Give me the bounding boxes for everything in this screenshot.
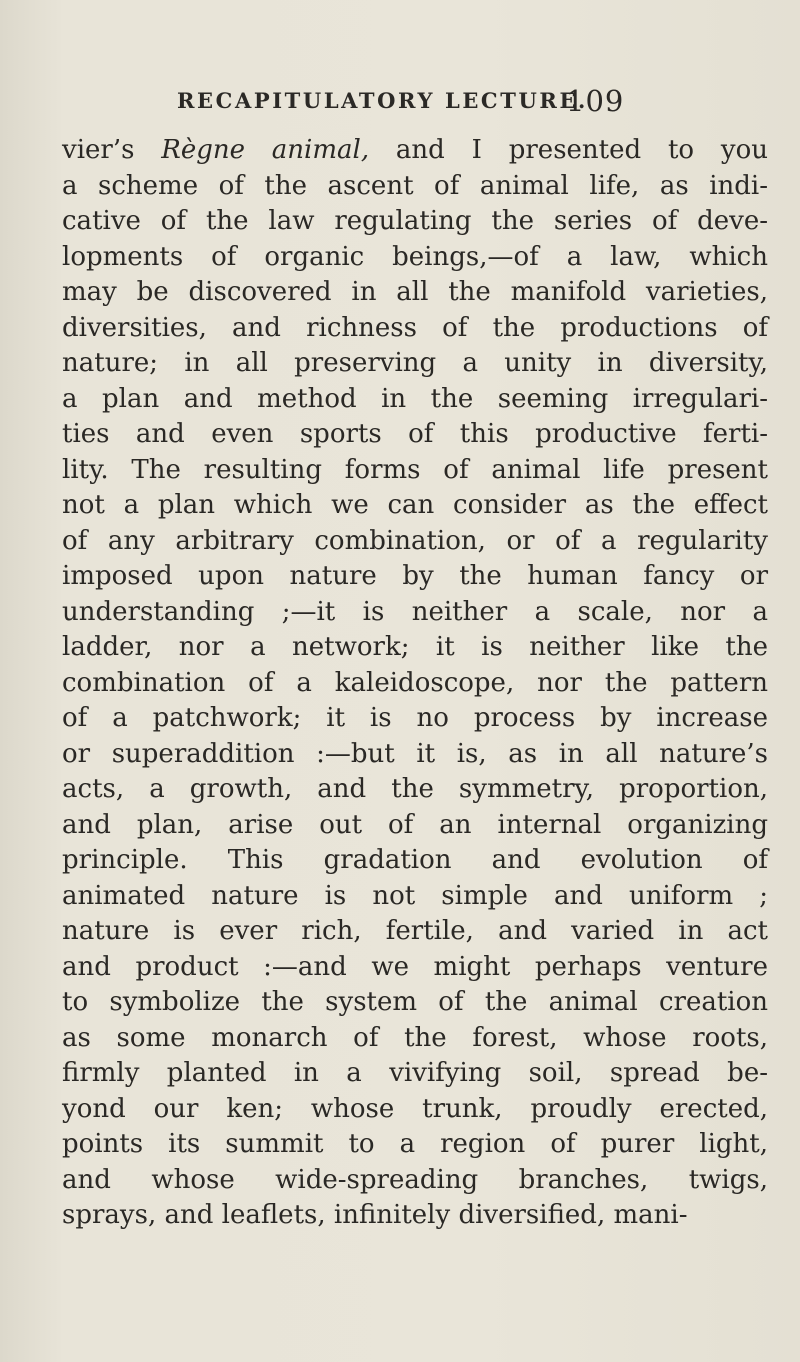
- text-line: and plan, arise out of an internal organizing: [62, 809, 768, 840]
- text-line: nature is ever rich, fertile, and varied in act: [62, 916, 768, 946]
- text-line: [62, 133, 768, 169]
- text-line: lity. The resulting forms of animal life present: [62, 454, 768, 485]
- page-number: 109: [566, 84, 625, 118]
- text-line: ties and even sports of this productive ferti-: [62, 419, 768, 449]
- text-line: of a patchwork; it is no process by increase: [62, 703, 768, 733]
- text-line: understanding ;—it is neither a scale, nor a: [62, 596, 768, 627]
- text-line: diversities, and richness of the productions of: [62, 312, 768, 343]
- text-line: animated nature is not simple and uniform ;: [62, 880, 768, 911]
- text-line: firmly planted in a vivifying soil, spread be-: [62, 1058, 768, 1088]
- text-fragment: vier’s: [62, 135, 162, 165]
- text-line: lopments of organic beings,—of a law, which: [62, 241, 768, 272]
- running-title: RECAPITULATORY LECTURE.: [177, 88, 588, 113]
- text-line: principle. This gradation and evolution of: [62, 845, 768, 875]
- running-head: [0, 84, 800, 124]
- text-line: as some monarch of the forest, whose roots,: [62, 1022, 768, 1053]
- text-line: acts, a growth, and the symmetry, proportion,: [62, 774, 768, 804]
- text-line: combination of a kaleidoscope, nor the pattern: [62, 667, 768, 698]
- text-line: may be discovered in all the manifold varieties,: [62, 277, 768, 307]
- text-line: a scheme of the ascent of animal life, as indi-: [62, 170, 768, 201]
- text-line: a plan and method in the seeming irregulari-: [62, 383, 768, 414]
- text-fragment: and I presented to you: [369, 135, 768, 165]
- text-line: sprays, and leaflets, infinitely diversified, mani-: [62, 1200, 688, 1230]
- text-line: and product :—and we might perhaps venture: [62, 951, 768, 982]
- italic-title: Règne animal,: [161, 135, 370, 165]
- text-line: nature; in all preserving a unity in diversity,: [62, 348, 768, 378]
- body-text: [62, 133, 768, 1234]
- text-line: imposed upon nature by the human fancy or: [62, 561, 768, 591]
- text-line: yond our ken; whose trunk, proudly erected,: [62, 1093, 768, 1124]
- text-line: and whose wide-spreading branches, twigs,: [62, 1164, 768, 1195]
- text-line: cative of the law regulating the series of deve-: [62, 206, 768, 236]
- text-line: not a plan which we can consider as the effect: [62, 490, 768, 520]
- text-line: to symbolize the system of the animal creation: [62, 987, 768, 1017]
- text-line: points its summit to a region of purer light,: [62, 1129, 768, 1159]
- text-line: or superaddition :—but it is, as in all nature’s: [62, 738, 768, 769]
- text-line: of any arbitrary combination, or of a regularity: [62, 525, 768, 556]
- text-line: ladder, nor a network; it is neither like the: [62, 632, 768, 662]
